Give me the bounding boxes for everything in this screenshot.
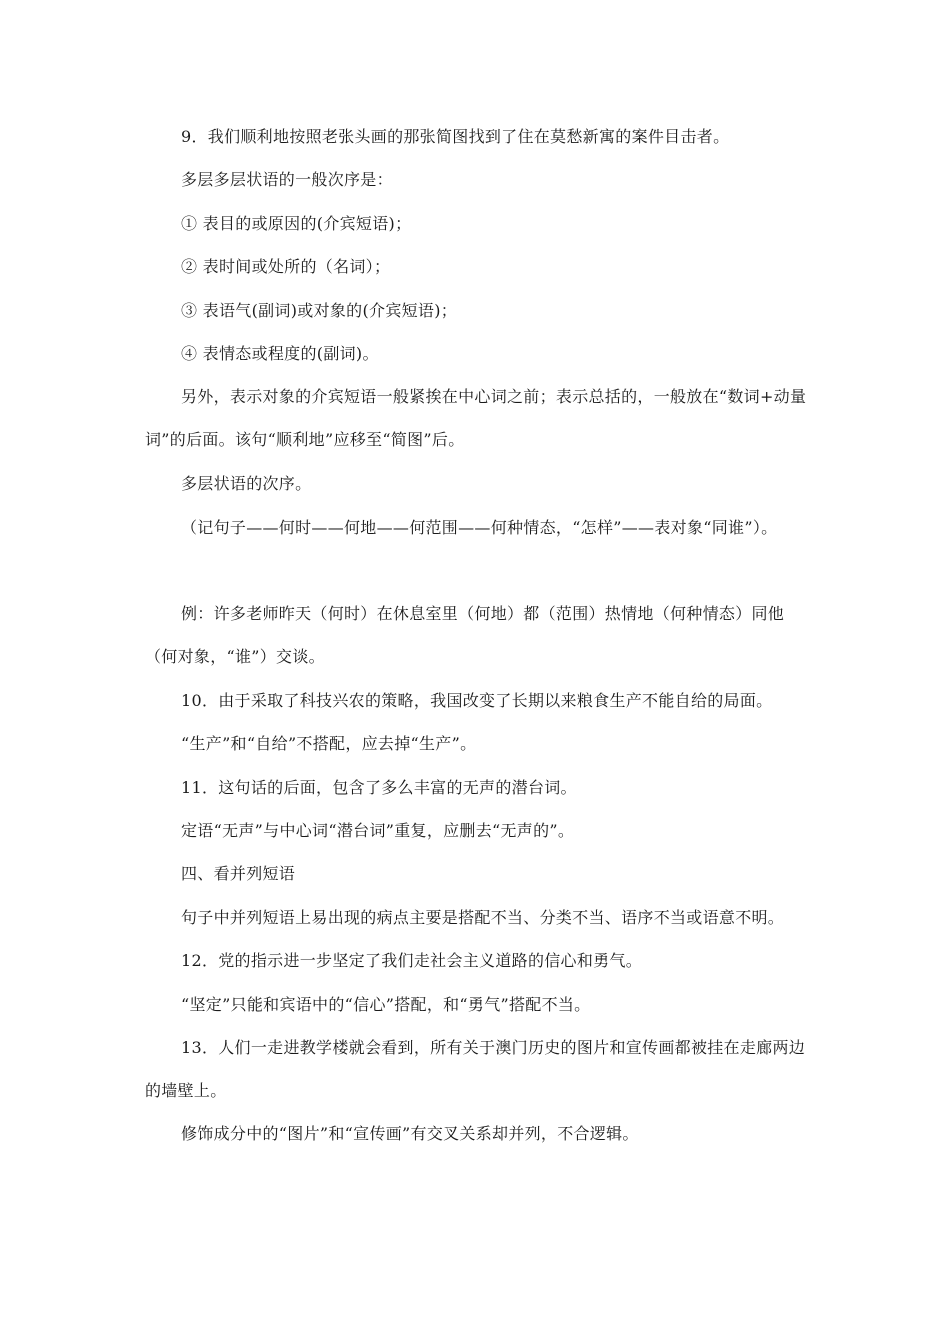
paragraph-adverbial-order-heading: 多层多层状语的一般次序是： [181, 170, 393, 189]
paragraph-mnemonic: （记句子——何时——何地——何范围——何种情态，“怎样”——表对象“同谁”）。 [181, 518, 778, 537]
paragraph-adverbial-order: 多层状语的次序。 [181, 474, 312, 493]
paragraph-additional-note: 另外，表示对象的介宾短语一般紧挨在中心词之前；表示总括的，一般放在“数词+动量词”的后面。该句“顺利地”应移至“简图”后。 [145, 387, 807, 449]
paragraph-item-12: 12．党的指示进一步坚定了我们走社会主义道路的信心和勇气。 [181, 951, 643, 970]
paragraph-item-10: 10．由于采取了科技兴农的策略，我国改变了长期以来粮食生产不能自给的局面。 [181, 691, 773, 710]
paragraph-rule-1: ① 表目的或原因的(介宾短语)； [181, 214, 412, 233]
paragraph-item-11: 11．这句话的后面，包含了多么丰富的无声的潜台词。 [181, 778, 577, 797]
paragraph-item-12-answer: “坚定”只能和宾语中的“信心”搭配，和“勇气”搭配不当。 [181, 995, 591, 1014]
paragraph-item-13-answer: 修饰成分中的“图片”和“宣传画”有交叉关系却并列，不合逻辑。 [181, 1124, 639, 1143]
paragraph-rule-4: ④ 表情态或程度的(副词)。 [181, 344, 379, 363]
paragraph-item-10-answer: “生产”和“自给”不搭配，应去掉“生产”。 [181, 734, 477, 753]
paragraph-rule-3: ③ 表语气(副词)或对象的(介宾短语)； [181, 301, 458, 320]
paragraph-parallel-phrases-intro: 句子中并列短语上易出现的病点主要是搭配不当、分类不当、语序不当或语意不明。 [181, 908, 785, 927]
paragraph-item-13: 13．人们一走进教学楼就会看到，所有关于澳门历史的图片和宣传画都被挂在走廊两边的墙壁上。 [145, 1038, 806, 1100]
section-heading-parallel-phrases: 四、看并列短语 [181, 864, 296, 883]
paragraph-example: 例：许多老师昨天（何时）在休息室里（何地）都（范围）热情地（何种情态）同他（何对象，“谁”）交谈。 [145, 604, 785, 666]
paragraph-item-11-answer: 定语“无声”与中心词“潜台词”重复，应删去“无声的”。 [181, 821, 575, 840]
paragraph-item-9: 9．我们顺利地按照老张头画的那张简图找到了住在莫愁新寓的案件目击者。 [181, 127, 730, 146]
paragraph-rule-2: ② 表时间或处所的（名词）； [181, 257, 391, 276]
